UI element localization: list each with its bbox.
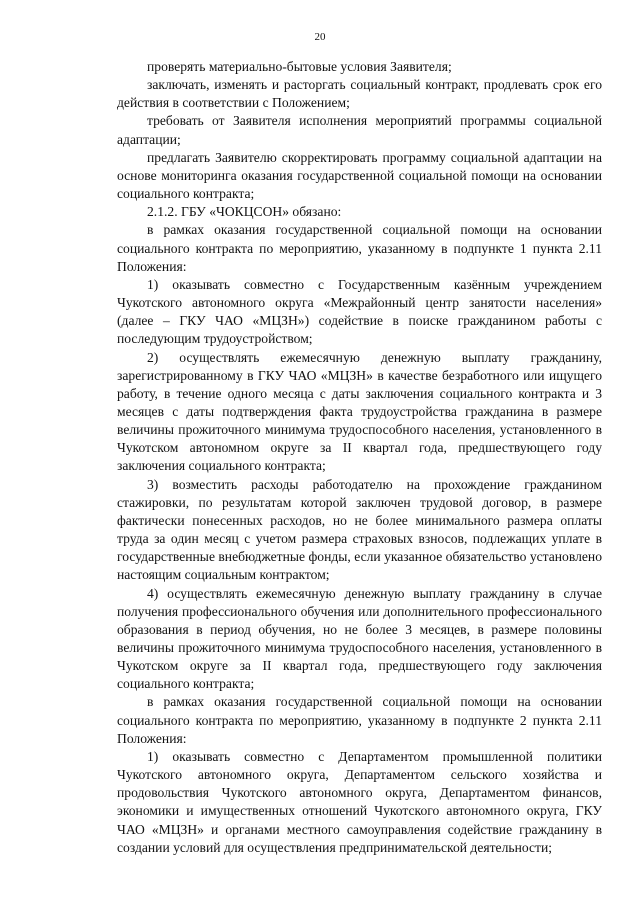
- document-body: [117, 58, 602, 857]
- paragraph-item-1-employment: 1) оказывать совместно с Государственным казённым учреждением Чукотского автономного округа «Межрайонный центр занятости населения» (далее – ГКУ ЧАО «МЦЗН») содействие в поиске гражданином работы с последующим трудоустройством;: [117, 276, 602, 347]
- paragraph-adjust-program: предлагать Заявителю скорректировать программу социальной адаптации на основе мониторинга оказания государственной социальной помощи на основании социального контракта;: [117, 149, 602, 202]
- paragraph-item-4-training-payment: 4) осуществлять ежемесячную денежную выплату гражданину в случае получения профессионального обучения или дополнительного профессионального образования в период обучения, но не более 3 месяцев, в размере половины величины прожиточного минимума трудоспособного населения, установленного в Чукотском округе за II квартал года, предшествующего году заключения социального контракта;: [117, 585, 602, 692]
- paragraph-item-2-monthly-payment: 2) осуществлять ежемесячную денежную выплату гражданину, зарегистрированному в ГКУ ЧАО «МЦЗН» в качестве безработного или ищущего работу, в течение одного месяца с даты заключения социального контракта и 3 месяцев с даты подтверждения факта трудоустройства гражданина в размере величины прожиточного минимума трудоспособного населения, установленного в Чукотском автономном округе за II квартал года, предшествующего году заключения социального контракта;: [117, 349, 602, 474]
- page-number: 20: [314, 31, 326, 43]
- paragraph-item-1-entrepreneurship: 1) оказывать совместно с Департаментом промышленной политики Чукотского автономного округа, Департаментом сельского хозяйства и продовольствия Чукотского автономного округа, Департаментом финансов, экономики и имущественных отношений Чукотского автономного округа, ГКУ ЧАО «МЦЗН» и органами местного самоуправления содействие гражданину в создании условий для осуществления предпринимательской деятельности;: [117, 748, 602, 855]
- paragraph-measure-2-intro: в рамках оказания государственной социальной помощи на основании социального контракта по мероприятию, указанному в подпункте 2 пункта 2.11 Положения:: [117, 694, 602, 746]
- paragraph-item-3-internship: 3) возместить расходы работодателю на прохождение гражданином стажировки, по результатам которой заключен трудовой договор, в размере фактически понесенных расходов, но не более минимального размера оплаты труда за один месяц с учетом размера страховых взносов, подлежащих уплате в государственные внебюджетные фонды, если указанное обязательство установлено настоящим социальным контрактом;: [117, 476, 602, 583]
- paragraph-section-heading: 2.1.2. ГБУ «ЧОКЦСОН» обязано:: [147, 204, 342, 220]
- paragraph-check-conditions: проверять материально-бытовые условия Заявителя;: [147, 59, 452, 74]
- paragraph-contract-actions: заключать, изменять и расторгать социальный контракт, продлевать срок его действия в соответствии с Положением;: [117, 77, 602, 111]
- paragraph-measure-1-intro: в рамках оказания государственной социальной помощи на основании социального контракта по мероприятию, указанному в подпункте 1 пункта 2.11 Положения:: [117, 222, 602, 274]
- paragraph-demand-program: требовать от Заявителя исполнения мероприятий программы социальной адаптации;: [117, 113, 602, 147]
